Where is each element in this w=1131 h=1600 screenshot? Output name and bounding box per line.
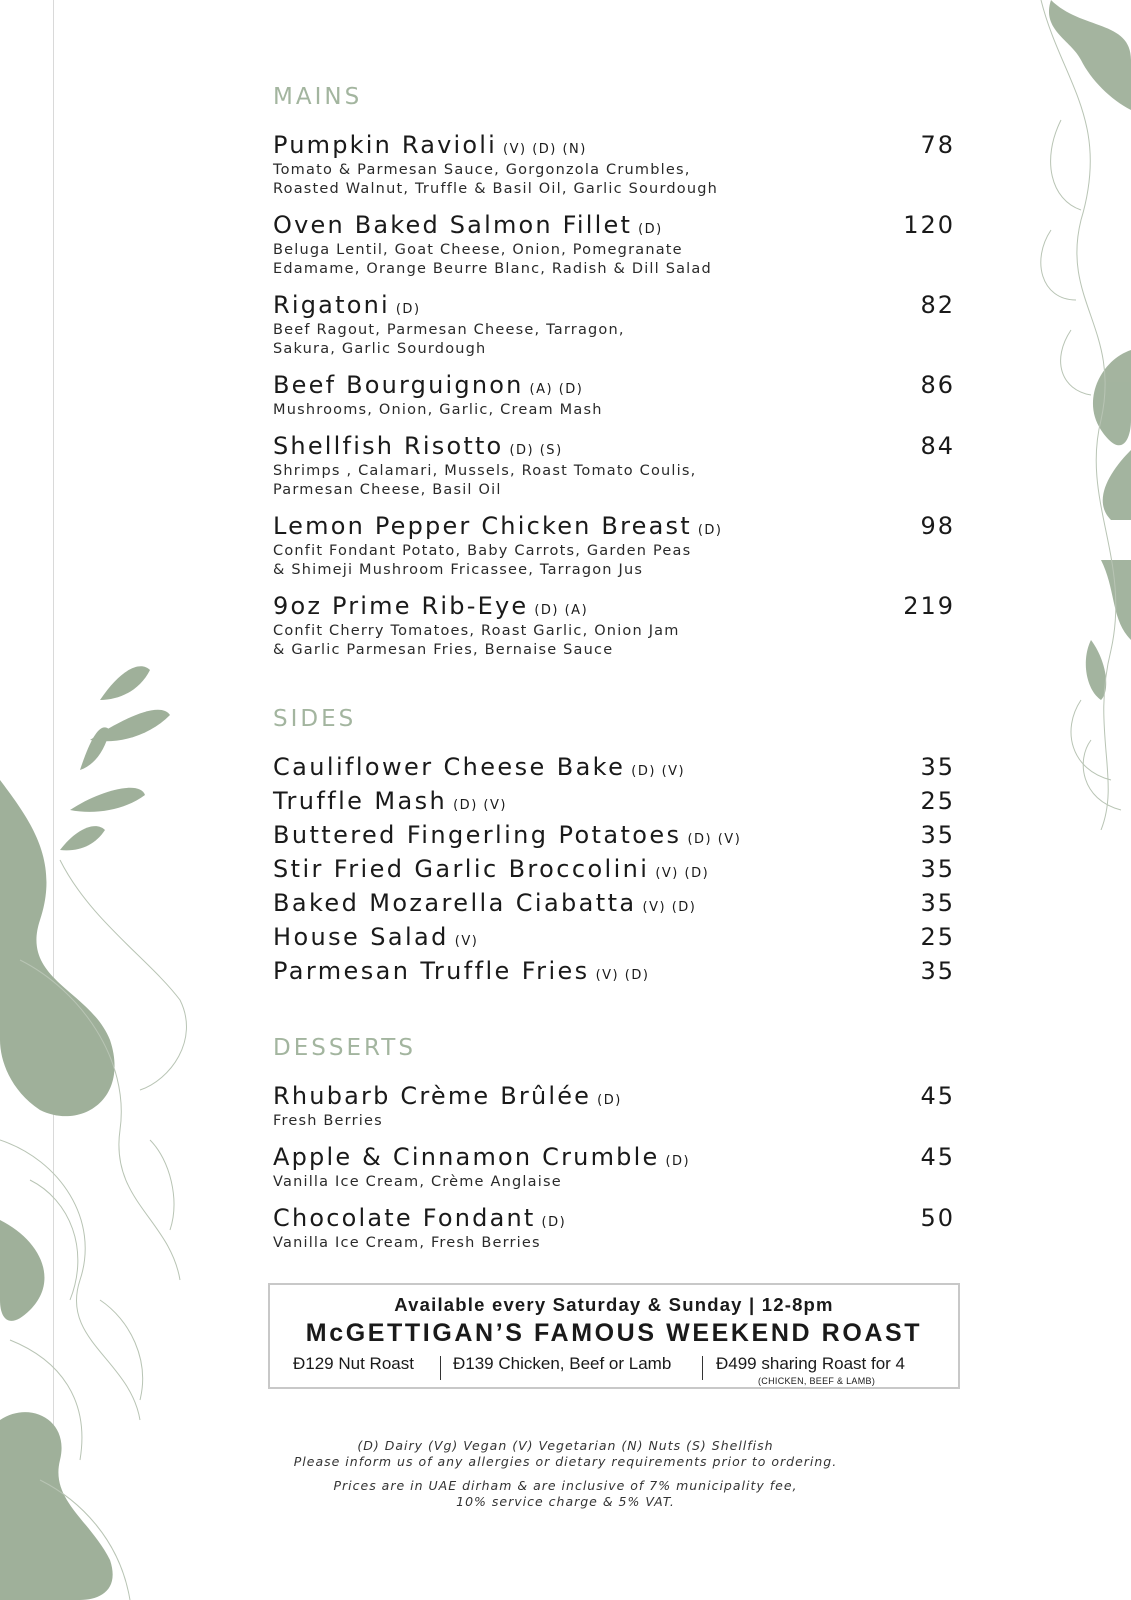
divider [702, 1356, 703, 1380]
roast-option-note: (CHICKEN, BEEF & LAMB) [758, 1376, 876, 1386]
item-description: Vanilla Ice Cream, Fresh Berries [273, 1235, 541, 1251]
item-tags: (D) (V) [687, 832, 742, 847]
mains-heading: MAINS [273, 84, 363, 110]
item-name: Lemon Pepper Chicken Breast [273, 512, 692, 540]
roast-options [270, 1350, 958, 1390]
item-tags: (D) [665, 1154, 691, 1169]
item-name: Buttered Fingerling Potatoes [273, 821, 682, 849]
menu-item [273, 211, 955, 279]
item-tags: (V) (D) [642, 900, 697, 915]
item-price: 35 [920, 889, 955, 917]
price-notice: 10% service charge & 5% VAT. [456, 1494, 675, 1509]
leaf-decoration-right-icon [1021, 0, 1131, 830]
roast-title: McGETTIGAN’S FAMOUS WEEKEND ROAST [305, 1319, 923, 1347]
item-name: Rhubarb Crème Brûlée [273, 1082, 592, 1110]
item-tags: (D) [638, 222, 663, 237]
roast-option-sharing: Đ499 sharing Roast for 4 [716, 1354, 905, 1373]
item-name: Parmesan Truffle Fries [273, 957, 590, 985]
item-description: Tomato & Parmesan Sauce, Gorgonzola Crumbles, Roasted Walnut, Truffle & Basil Oil, Garlic Sourdough [273, 162, 719, 197]
item-name: Baked Mozarella Ciabatta [273, 889, 637, 917]
item-tags: (D) (A) [534, 603, 589, 618]
item-name: Beef Bourguignon [273, 371, 524, 399]
side-item [273, 855, 955, 883]
dietary-legend: (D) Dairy (Vg) Vegan (V) Vegetarian (N) Nuts (S) Shellfish [357, 1438, 774, 1453]
item-tags: (A) (D) [529, 382, 584, 397]
item-name: Apple & Cinnamon Crumble [273, 1143, 660, 1171]
side-item [273, 923, 955, 951]
item-price: 50 [920, 1204, 955, 1232]
item-tags: (V) (D) [595, 968, 650, 983]
item-description: Beluga Lentil, Goat Cheese, Onion, Pomegranate Edamame, Orange Beurre Blanc, Radish & Dill Salad [273, 242, 712, 277]
side-item [273, 821, 955, 849]
price-notice: Prices are in UAE dirham & are inclusive of 7% municipality fee, [333, 1478, 798, 1493]
item-price: 25 [920, 923, 955, 951]
item-name: Truffle Mash [273, 787, 448, 815]
item-tags: (D) (V) [453, 798, 507, 813]
menu-item [273, 371, 955, 420]
item-price: 78 [920, 131, 955, 159]
item-description: Vanilla Ice Cream, Crème Anglaise [273, 1174, 562, 1190]
item-tags: (D) [395, 302, 421, 317]
roast-option-meat: Đ139 Chicken, Beef or Lamb [453, 1354, 672, 1373]
side-item [273, 889, 955, 917]
menu-item [273, 512, 955, 580]
desserts-heading: DESSERTS [273, 1035, 416, 1061]
menu-item [273, 1204, 955, 1253]
item-price: 35 [920, 821, 955, 849]
item-price: 45 [920, 1143, 955, 1171]
side-item [273, 957, 955, 985]
item-name: 9oz Prime Rib-Eye [273, 592, 529, 620]
menu-item [273, 131, 955, 199]
divider [440, 1356, 441, 1380]
side-item [273, 753, 955, 781]
item-name: Stir Fried Garlic Broccolini [273, 855, 650, 883]
item-tags: (D) [541, 1215, 567, 1230]
item-price: 86 [920, 371, 955, 399]
allergy-notice: Please inform us of any allergies or dietary requirements prior to ordering. [293, 1454, 838, 1469]
item-name: Cauliflower Cheese Bake [273, 753, 626, 781]
item-name: Chocolate Fondant [273, 1204, 536, 1232]
item-tags: (D) [697, 523, 723, 538]
item-description: Confit Cherry Tomatoes, Roast Garlic, Onion Jam & Garlic Parmesan Fries, Bernaise Sauce [273, 623, 680, 658]
item-price: 35 [920, 855, 955, 883]
weekend-roast-box [268, 1283, 960, 1389]
item-price: 25 [920, 787, 955, 815]
item-description: Shrimps , Calamari, Mussels, Roast Tomato Coulis, Parmesan Cheese, Basil Oil [273, 463, 697, 498]
menu-item [273, 1082, 955, 1131]
menu-item [273, 592, 955, 660]
item-price: 82 [920, 291, 955, 319]
item-description: Fresh Berries [273, 1113, 383, 1129]
item-price: 120 [903, 211, 955, 239]
item-name: Rigatoni [273, 291, 390, 319]
item-tags: (V) (D) (N) [503, 142, 587, 157]
side-item [273, 787, 955, 815]
item-name: Oven Baked Salmon Fillet [273, 211, 633, 239]
sides-heading: SIDES [273, 706, 357, 732]
item-price: 35 [920, 753, 955, 781]
item-price: 98 [920, 512, 955, 540]
item-price: 35 [920, 957, 955, 985]
menu-item [273, 432, 955, 500]
menu-item [273, 1143, 955, 1192]
item-price: 219 [903, 592, 955, 620]
item-price: 84 [920, 432, 955, 460]
roast-availability: Available every Saturday & Sunday | 12-8pm [394, 1294, 834, 1315]
item-description: Confit Fondant Potato, Baby Carrots, Garden Peas & Shimeji Mushroom Fricassee, Tarragon Jus [273, 543, 692, 578]
item-price: 45 [920, 1082, 955, 1110]
item-name: House Salad [273, 923, 449, 951]
item-tags: (V) (D) [655, 866, 710, 881]
item-description: Mushrooms, Onion, Garlic, Cream Mash [273, 402, 603, 418]
item-name: Pumpkin Ravioli [273, 131, 498, 159]
item-tags: (V) [454, 934, 479, 949]
item-tags: (D) [597, 1093, 622, 1108]
item-tags: (D) (V) [631, 764, 686, 779]
item-tags: (D) (S) [509, 443, 563, 458]
item-name: Shellfish Risotto [273, 432, 504, 460]
item-description: Beef Ragout, Parmesan Cheese, Tarragon, Sakura, Garlic Sourdough [273, 322, 625, 357]
menu-item [273, 291, 955, 359]
roast-option-nut: Đ129 Nut Roast [293, 1354, 414, 1373]
